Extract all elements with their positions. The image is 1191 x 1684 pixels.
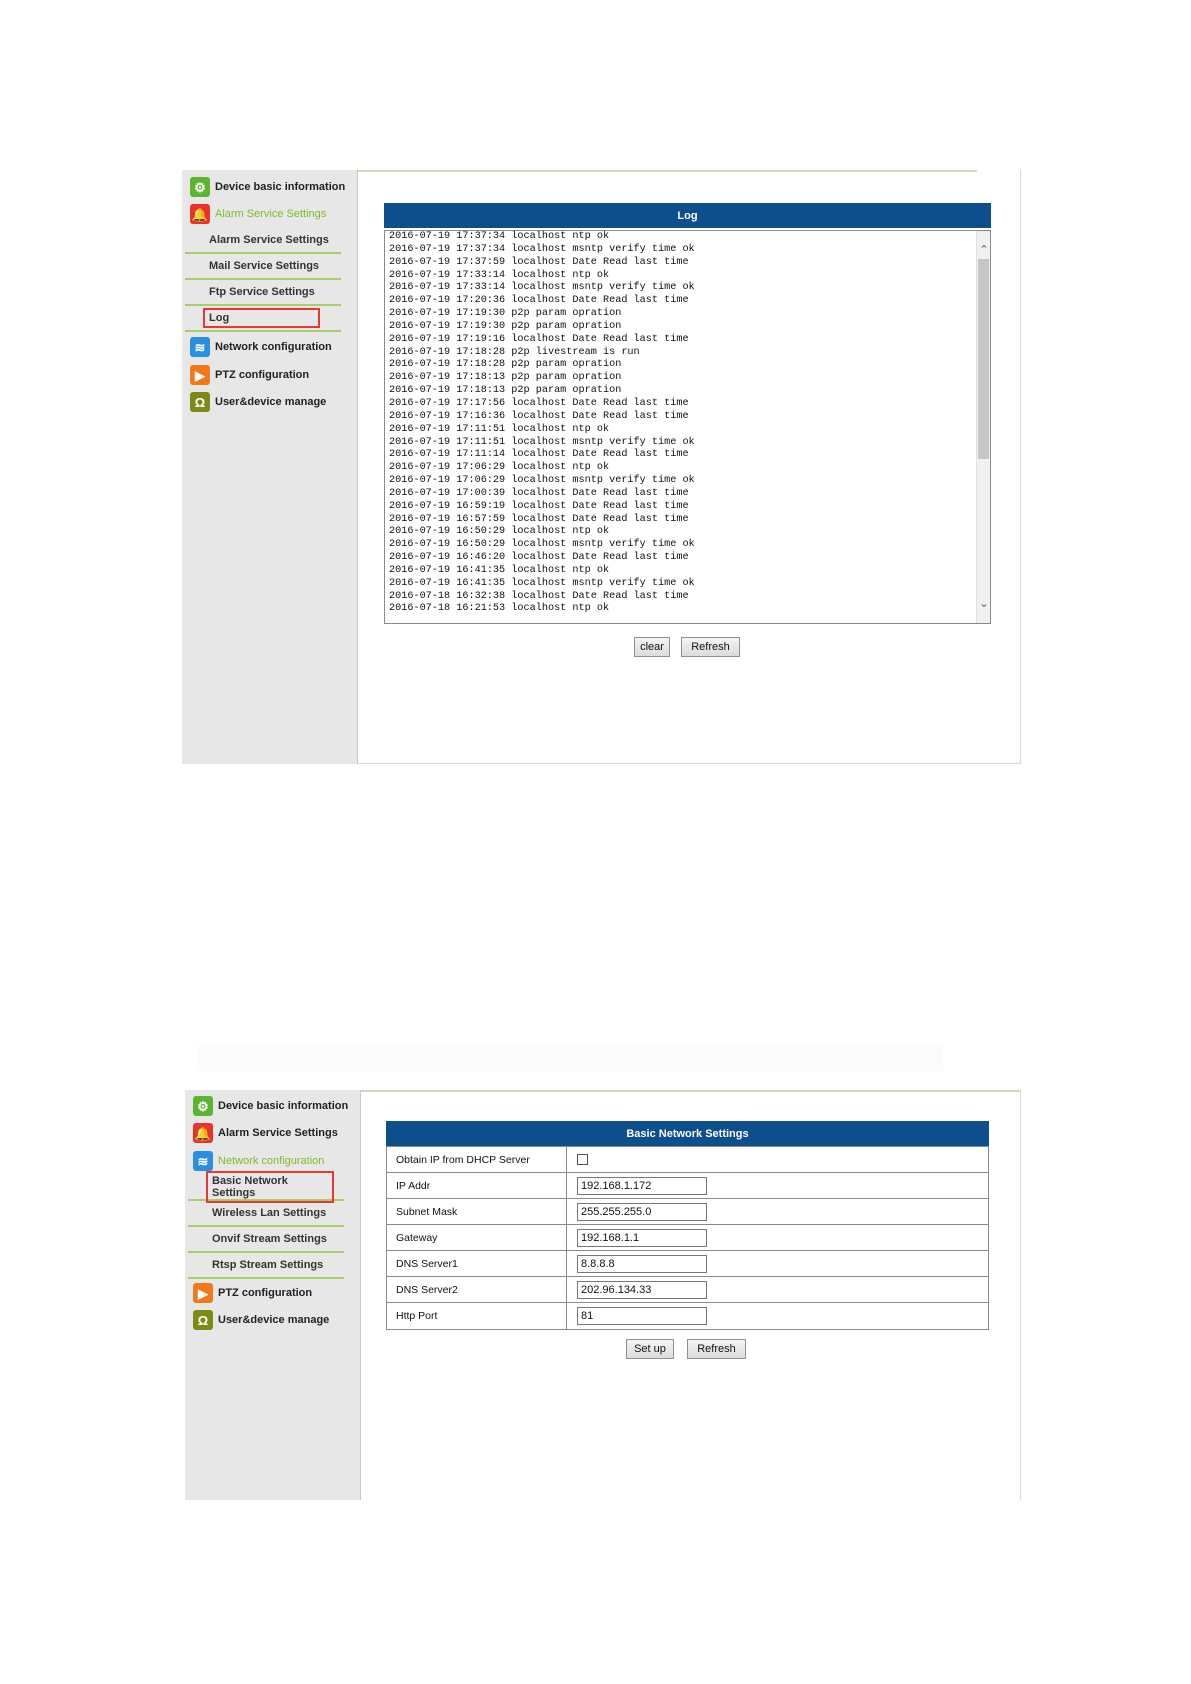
sidebar-item-rtsp-stream-settings[interactable]	[188, 1253, 344, 1279]
camera-icon: ▶	[193, 1283, 213, 1303]
log-line: 2016-07-19 17:19:16 localhost Date Read last time	[389, 333, 689, 345]
sidebar-item-label: Mail Service Settings	[209, 260, 320, 272]
scroll-up-icon[interactable]: ⌃	[979, 244, 989, 256]
row-label: DNS Server2	[387, 1277, 567, 1302]
nav-label: User&device manage	[215, 396, 327, 408]
log-line: 2016-07-19 17:11:14 localhost Date Read last time	[389, 449, 689, 461]
nav-user-device-manage[interactable]	[190, 390, 326, 414]
table-row	[387, 1303, 988, 1329]
dhcp-checkbox[interactable]	[577, 1154, 588, 1165]
scroll-down-icon[interactable]: ⌄	[979, 598, 989, 610]
network-settings-screen	[185, 1090, 1021, 1500]
log-line: 2016-07-19 17:18:13 p2p param opration	[389, 385, 622, 397]
log-scrollbar[interactable]	[976, 231, 990, 623]
gear-icon: ⚙	[193, 1096, 213, 1116]
row-label: Obtain IP from DHCP Server	[387, 1147, 567, 1172]
log-line: 2016-07-19 17:06:29 localhost msntp verify time ok	[389, 475, 695, 487]
table-row	[387, 1173, 988, 1199]
row-label: DNS Server1	[387, 1251, 567, 1276]
row-label: IP Addr	[387, 1173, 567, 1198]
sidebar-item-label: Wireless Lan Settings	[212, 1207, 327, 1219]
sidebar-item-wireless-lan-settings[interactable]	[188, 1201, 344, 1227]
sidebar-item-log[interactable]	[185, 306, 341, 332]
log-line: 2016-07-19 17:33:14 localhost ntp ok	[389, 269, 610, 281]
dns-server2-input[interactable]: 202.96.134.33	[577, 1281, 707, 1299]
sidebar-item-alarm-service-settings[interactable]	[185, 228, 341, 254]
log-line: 2016-07-19 16:59:19 localhost Date Read last time	[389, 500, 689, 512]
nav-label: Network configuration	[215, 341, 332, 353]
log-line: 2016-07-19 16:50:29 localhost ntp ok	[389, 526, 610, 538]
clear-button[interactable]: clear	[634, 637, 670, 657]
nav-alarm-service-settings[interactable]	[190, 202, 326, 226]
log-line: 2016-07-18 16:32:38 localhost Date Read last time	[389, 590, 689, 602]
log-line: 2016-07-19 17:11:51 localhost ntp ok	[389, 423, 610, 435]
nav-label: PTZ configuration	[218, 1287, 313, 1299]
log-line: 2016-07-19 17:11:51 localhost msntp verify time ok	[389, 436, 695, 448]
nav-network-configuration[interactable]	[193, 1149, 324, 1173]
nav-network-configuration[interactable]	[190, 335, 332, 359]
ip-addr-input[interactable]: 192.168.1.172	[577, 1177, 707, 1195]
row-label: Http Port	[387, 1303, 567, 1329]
gateway-input[interactable]: 192.168.1.1	[577, 1229, 707, 1247]
log-line: 2016-07-19 17:00:39 localhost Date Read last time	[389, 487, 689, 499]
sidebar-item-label: Basic Network Settings	[206, 1171, 334, 1203]
table-row	[387, 1251, 988, 1277]
table-row	[387, 1199, 988, 1225]
nav-label: PTZ configuration	[215, 369, 310, 381]
log-textarea[interactable]	[384, 230, 991, 624]
network-settings-table	[386, 1146, 989, 1330]
log-line: 2016-07-19 17:37:34 localhost msntp verify time ok	[389, 243, 695, 255]
sidebar-item-mail-service-settings[interactable]	[185, 254, 341, 280]
sidebar-item-label: Ftp Service Settings	[209, 286, 315, 298]
table-row	[387, 1277, 988, 1303]
setup-button[interactable]: Set up	[626, 1339, 674, 1359]
wifi-icon: ≋	[193, 1151, 213, 1171]
log-line: 2016-07-19 16:57:59 localhost Date Read last time	[389, 513, 689, 525]
bell-icon: 🔔	[190, 204, 210, 224]
row-label: Subnet Mask	[387, 1199, 567, 1224]
nav-user-device-manage[interactable]	[193, 1308, 329, 1332]
headset-icon: Ω	[193, 1310, 213, 1330]
page-title: Basic Network Settings	[626, 1127, 749, 1140]
nav-label: Device basic information	[215, 181, 346, 193]
log-line: 2016-07-19 16:41:35 localhost ntp ok	[389, 564, 610, 576]
sidebar-item-label: Alarm Service Settings	[209, 234, 329, 246]
http-port-input[interactable]: 81	[577, 1307, 707, 1325]
refresh-button[interactable]: Refresh	[681, 637, 740, 657]
nav-ptz-configuration[interactable]	[193, 1281, 312, 1305]
dns-server1-input[interactable]: 8.8.8.8	[577, 1255, 707, 1273]
nav-label: Alarm Service Settings	[215, 208, 327, 220]
page-title: Log	[677, 209, 698, 222]
log-line: 2016-07-19 17:18:28 p2p param opration	[389, 359, 622, 371]
log-line: 2016-07-19 16:50:29 localhost msntp verify time ok	[389, 539, 695, 551]
top-divider	[357, 170, 977, 172]
nav-label: User&device manage	[218, 1314, 330, 1326]
nav-device-basic-information[interactable]	[190, 175, 345, 199]
sidebar-item-label: Onvif Stream Settings	[212, 1233, 327, 1245]
table-row	[387, 1147, 988, 1173]
table-row	[387, 1225, 988, 1251]
sidebar-item-ftp-service-settings[interactable]	[185, 280, 341, 306]
log-line: 2016-07-19 16:41:35 localhost msntp verify time ok	[389, 577, 695, 589]
log-line: 2016-07-19 17:37:59 localhost Date Read last time	[389, 256, 689, 268]
log-line: 2016-07-18 16:21:53 localhost ntp ok	[389, 603, 610, 615]
headset-icon: Ω	[190, 392, 210, 412]
sidebar-item-label: Log	[203, 308, 320, 328]
log-line: 2016-07-19 17:18:28 p2p livestream is run	[389, 346, 640, 358]
gear-icon: ⚙	[190, 177, 210, 197]
log-line: 2016-07-19 17:19:30 p2p param opration	[389, 308, 622, 320]
sidebar-item-onvif-stream-settings[interactable]	[188, 1227, 344, 1253]
log-lines	[389, 231, 969, 616]
sidebar	[182, 170, 358, 764]
refresh-button[interactable]: Refresh	[687, 1339, 746, 1359]
top-divider	[360, 1090, 1020, 1092]
blank-bar	[197, 1045, 943, 1071]
nav-device-basic-information[interactable]	[193, 1094, 348, 1118]
log-line: 2016-07-19 17:06:29 localhost ntp ok	[389, 462, 610, 474]
subnet-mask-input[interactable]: 255.255.255.0	[577, 1203, 707, 1221]
nav-label: Device basic information	[218, 1100, 349, 1112]
log-line: 2016-07-19 16:46:20 localhost Date Read last time	[389, 552, 689, 564]
row-label: Gateway	[387, 1225, 567, 1250]
nav-label: Network configuration	[218, 1155, 325, 1167]
sidebar-item-label: Rtsp Stream Settings	[212, 1259, 324, 1271]
log-screen	[182, 170, 1021, 764]
log-line: 2016-07-19 17:17:56 localhost Date Read last time	[389, 397, 689, 409]
log-title-bar	[384, 203, 991, 228]
log-line: 2016-07-19 17:33:14 localhost msntp verify time ok	[389, 282, 695, 294]
nav-label: Alarm Service Settings	[218, 1127, 338, 1139]
sidebar	[185, 1090, 361, 1500]
log-line: 2016-07-19 17:37:34 localhost ntp ok	[389, 231, 610, 242]
log-line: 2016-07-19 17:16:36 localhost Date Read last time	[389, 410, 689, 422]
log-line: 2016-07-19 17:20:36 localhost Date Read last time	[389, 295, 689, 307]
nav-ptz-configuration[interactable]	[190, 363, 309, 387]
nav-alarm-service-settings[interactable]	[193, 1121, 338, 1145]
log-line: 2016-07-19 17:18:13 p2p param opration	[389, 372, 622, 384]
sidebar-item-basic-network-settings[interactable]	[188, 1175, 344, 1201]
scroll-thumb[interactable]	[978, 259, 989, 459]
wifi-icon: ≋	[190, 337, 210, 357]
camera-icon: ▶	[190, 365, 210, 385]
log-line: 2016-07-19 17:19:30 p2p param opration	[389, 320, 622, 332]
network-title-bar	[386, 1121, 989, 1146]
bell-icon: 🔔	[193, 1123, 213, 1143]
